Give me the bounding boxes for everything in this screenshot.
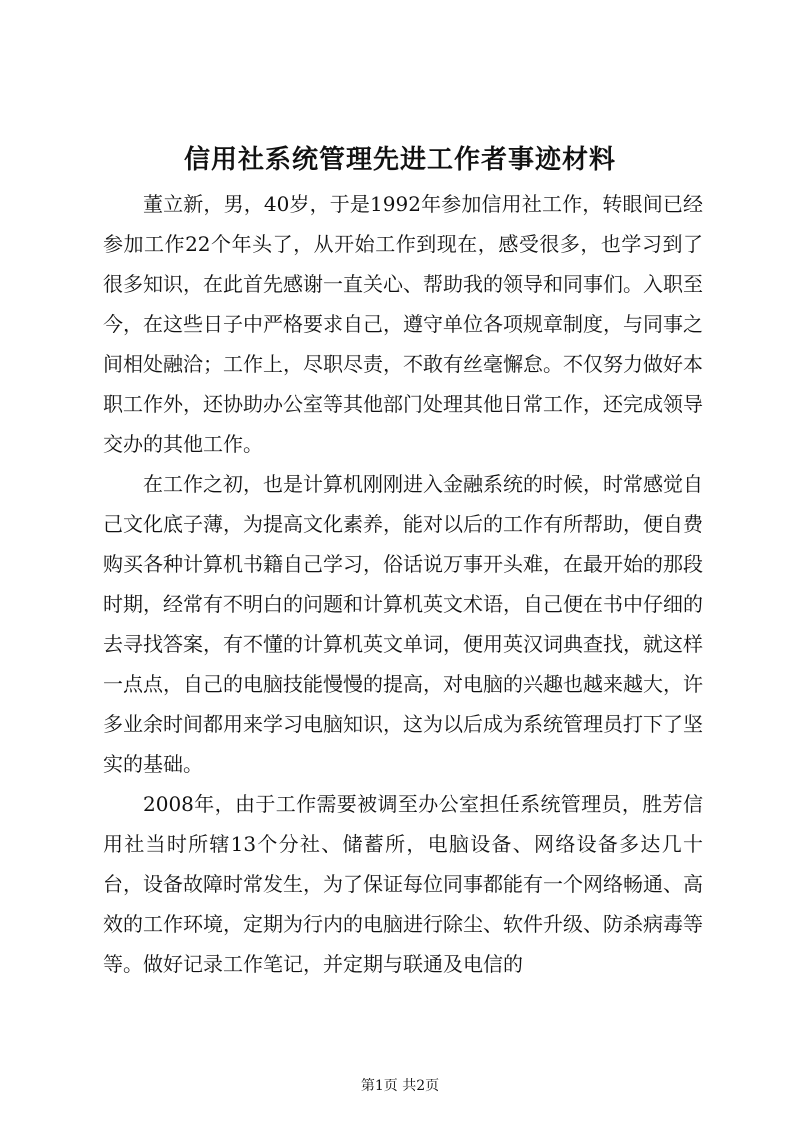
- paragraph-2: 在工作之初，也是计算机刚刚进入金融系统的时候，时常感觉自己文化底子薄，为提高文化素养，能对以后的工作有所帮助，便自费购买各种计算机书籍自己学习，俗话说万事开头难，在最开始的那段时期，经常有不明白的问题和计算机英文术语，自己便在书中仔细的去寻找答案，有不懂的计算机英文单词，便用英汉词典查找，就这样一点点，自己的电脑技能慢慢的提高，对电脑的兴趣也越来越大，许多业余时间都用来学习电脑知识，这为以后成为系统管理员打下了坚实的基础。: [103, 472, 703, 776]
- paragraph-1: 董立新，男，40岁，于是1992年参加信用社工作，转眼间已经参加工作22个年头了，从开始工作到现在，感受很多，也学习到了很多知识，在此首先感谢一直关心、帮助我的领导和同事们。入职至今，在这些日子中严格要求自己，遵守单位各项规章制度，与同事之间相处融洽；工作上，尽职尽责，不敢有丝毫懈怠。不仅努力做好本职工作外，还协助办公室等其他部门处理其他日常工作，还完成领导交办的其他工作。: [103, 192, 703, 456]
- document-body: [103, 184, 703, 984]
- paragraph-3: 2008年，由于工作需要被调至办公室担任系统管理员，胜芳信用社当时所辖13个分社、储蓄所，电脑设备、网络设备多达几十台，设备故障时常发生，为了保证每位同事都能有一个网络畅通、高效的工作环境，定期为行内的电脑进行除尘、软件升级、防杀病毒等等。做好记录工作笔记，并定期与联通及电信的: [103, 792, 703, 976]
- page-number-footer: 第1页 共2页: [360, 1078, 440, 1094]
- document-title: 信用社系统管理先进工作者事迹材料: [183, 145, 616, 175]
